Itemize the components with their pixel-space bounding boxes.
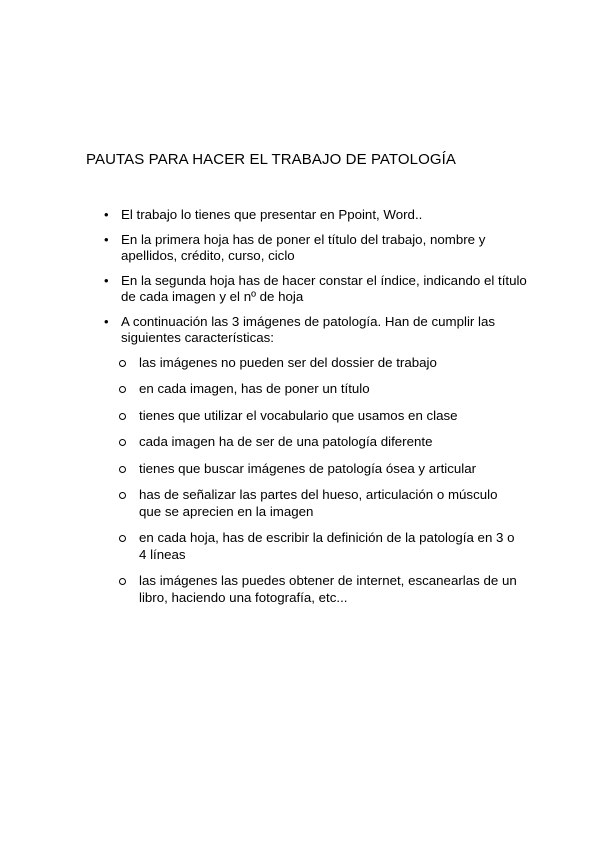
bullet-icon: • [104,231,109,247]
list-item-text: El trabajo lo tienes que presentar en Ppoint, Word.. [121,207,423,222]
list-item [0,232,599,265]
sublist-item-text: tienes que buscar imágenes de patología ósea y articular [139,460,477,476]
sublist-item [0,573,599,606]
list-item [0,273,599,306]
sublist-item-text: en cada hoja, has de escribir la definición de la patología en 3 o 4 líneas [139,530,515,562]
sublist-item [0,487,599,520]
guidelines-list [0,207,599,616]
sublist-item-text: las imágenes no pueden ser del dossier de trabajo [139,354,437,370]
requirements-sublist [0,355,599,607]
list-item [0,314,599,607]
bullet-icon: • [104,207,109,222]
sublist-item [0,530,599,563]
circle-bullet-icon [119,466,126,473]
circle-bullet-icon [119,535,126,542]
sublist-item-text: cada imagen ha de ser de una patología diferente [139,434,433,449]
document-title: PAUTAS PARA HACER EL TRABAJO DE PATOLOGÍA [86,151,457,168]
sublist-item-text: en cada imagen, has de poner un título [139,381,370,396]
circle-bullet-icon [119,578,126,585]
sublist-item-text: has de señalizar las partes del hueso, articulación o músculo que se aprecien en la imagen [139,487,498,519]
sublist-item-text: tienes que utilizar el vocabulario que usamos en clase [139,407,458,423]
sublist-item-text: las imágenes las puedes obtener de internet, escanearlas de un libro, haciendo una fotografía, etc... [139,573,517,605]
sublist-item [0,461,599,478]
bullet-icon: • [104,272,109,288]
sublist-item [0,408,599,425]
list-item-text: En la primera hoja has de poner el título del trabajo, nombre y apellidos, crédito, curso, ciclo [121,231,486,263]
circle-bullet-icon [119,413,126,420]
list-item [0,207,599,224]
sublist-item [0,355,599,372]
circle-bullet-icon [119,492,126,499]
list-item-text: A continuación las 3 imágenes de patología. Han de cumplir las siguientes características: [121,313,496,345]
circle-bullet-icon [119,360,126,367]
sublist-item [0,434,599,451]
list-item-text: En la segunda hoja has de hacer constar el índice, indicando el título de cada imagen y el nº de hoja [121,272,527,304]
circle-bullet-icon [119,439,126,446]
bullet-icon: • [104,313,109,329]
sublist-item [0,381,599,398]
circle-bullet-icon [119,386,126,393]
